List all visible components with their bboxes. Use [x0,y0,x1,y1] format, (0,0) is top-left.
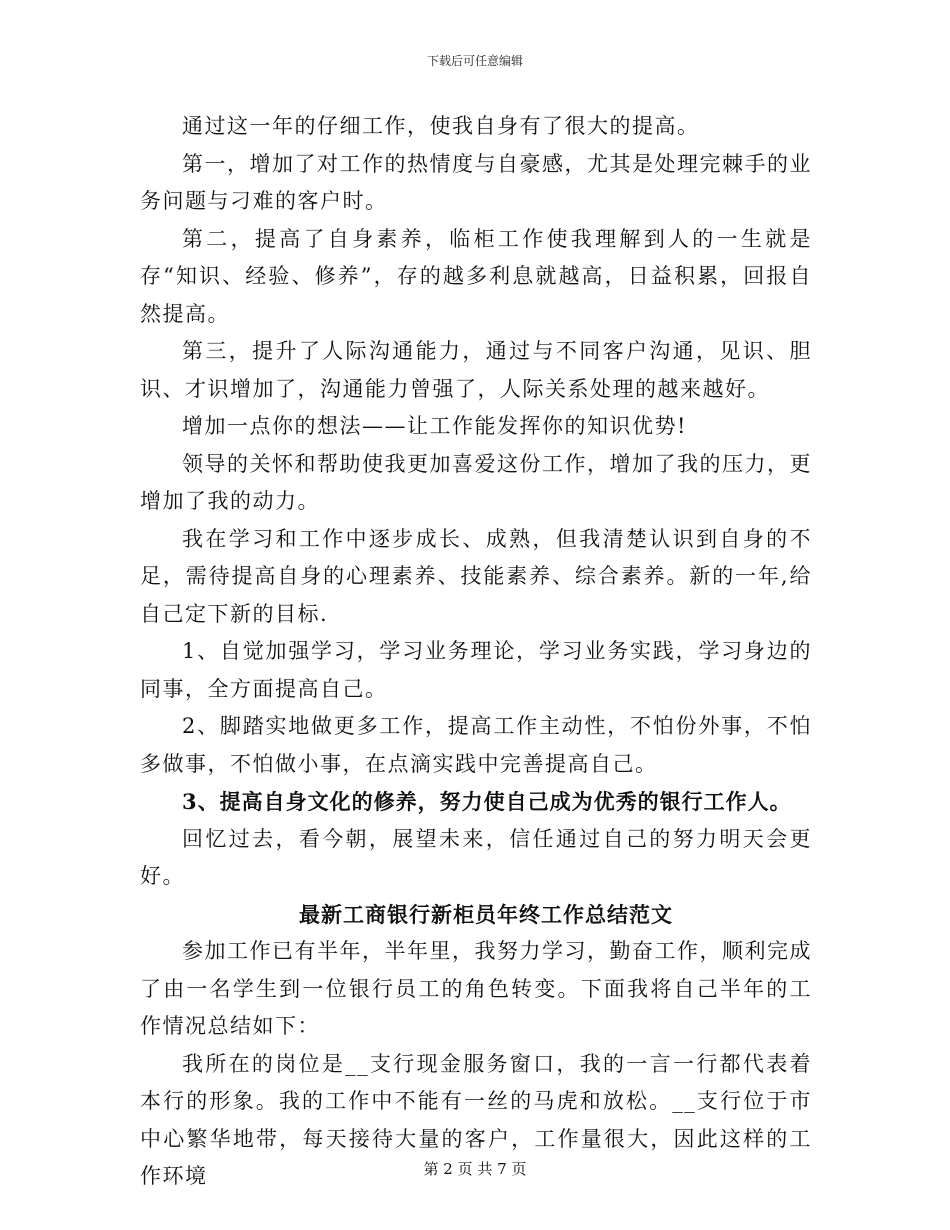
section-title: 最新工商银行新柜员年终工作总结范文 [299,901,673,927]
paragraph: 增加一点你的想法——让工作能发挥你的知识优势! [182,414,687,438]
paragraph: 2、脚踏实地做更多工作，提高工作主动性，不怕份外事，不怕多做事，不怕做小事，在点滴实践中完善提高自己。 [140,714,812,776]
paragraph: 通过这一年的仔细工作，使我自身有了很大的提高。 [182,114,700,138]
paragraph: 参加工作已有半年，半年里，我努力学习，勤奋工作，顺利完成了由一名学生到一位银行员工的角色转变。下面我将自己半年的工作情况总结如下： [140,939,812,1038]
paragraph: 我在学习和工作中逐步成长、成熟，但我清楚认识到自身的不足，需待提高自身的心理素养、技能素养、综合素养。新的一年,给自己定下新的目标. [140,526,812,626]
paragraph: 1、自觉加强学习，学习业务理论，学习业务实践，学习身边的同事，全方面提高自己。 [140,639,812,701]
paragraph: 领导的关怀和帮助使我更加喜爱这份工作，增加了我的压力，更增加了我的动力。 [140,451,812,513]
document-body [140,108,812,1196]
bold-goal-paragraph: 3、提高自身文化的修养，努力使自己成为优秀的银行工作人。 [182,789,792,814]
paragraph: 我所在的岗位是__支行现金服务窗口，我的一言一行都代表着本行的形象。我的工作中不能有一丝的马虎和放松。__支行位于市中心繁华地带，每天接待大量的客户，工作量很大，因此这样的工作环境 [140,1051,812,1188]
page-footer: 第 2 页 共 7 页 [423,1160,527,1178]
paragraph: 第三，提升了人际沟通能力，通过与不同客户沟通，见识、胆识、才识增加了，沟通能力曾强了，人际关系处理的越来越好。 [140,339,812,401]
closing-paragraph: 回忆过去，看今朝，展望未来，信任通过自己的努力明天会更好。 [140,826,812,888]
page-header: 下载后可任意编辑 [426,54,523,68]
paragraph: 第一，增加了对工作的热情度与自豪感，尤其是处理完棘手的业务问题与刁难的客户时。 [140,151,812,213]
paragraph: 第二，提高了自身素养，临柜工作使我理解到人的一生就是存“知识、经验、修养”，存的越多利息就越高，日益积累，回报自然提高。 [140,226,812,326]
